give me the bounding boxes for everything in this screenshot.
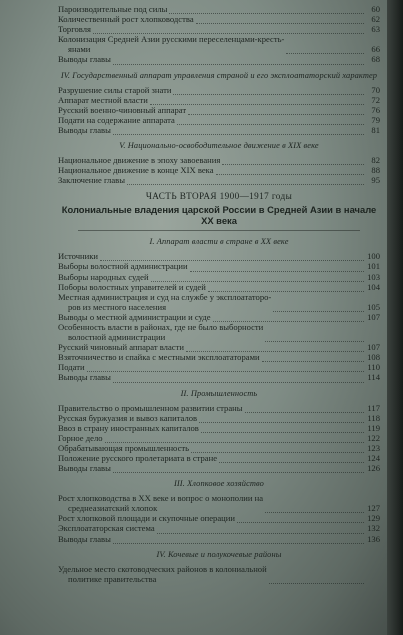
section-heading: IV. Кочевые и полукочевые районы — [156, 549, 282, 559]
toc-page-number: 82 — [371, 155, 380, 166]
toc-entry-title: Разрушение силы старой знати — [58, 84, 172, 95]
toc-page-number: 104 — [367, 281, 380, 292]
dot-leader — [113, 465, 364, 473]
toc-page-number: 63 — [371, 24, 380, 35]
toc-entry-title-line1: Местная администрация и суд на службе у эксплоататоро- — [58, 291, 272, 302]
toc-entry-title: Правительство о промышленном развитии страны — [58, 402, 243, 413]
dot-leader — [186, 344, 364, 352]
dot-leader — [188, 107, 364, 115]
toc-entry-title — [58, 322, 263, 342]
toc-entry-title: Аппарат местной власти — [58, 94, 148, 105]
toc-entry-title-line2: янами — [68, 44, 91, 55]
toc-entry-title-line2: волостной администрации — [68, 332, 166, 343]
toc-entry-title: Заключение главы — [58, 175, 125, 186]
toc-page-number: 88 — [371, 165, 380, 176]
dot-leader — [269, 576, 364, 584]
toc-entry — [58, 493, 380, 513]
section-heading: II. Промышленность — [180, 388, 258, 398]
dot-leader — [196, 16, 364, 24]
toc-entry-title: Выборы волостной администрации — [58, 261, 188, 272]
toc-entry — [58, 155, 380, 165]
toc-entry-title: Количественный рост хлопководства — [58, 14, 194, 25]
toc-page-number: 60 — [371, 4, 380, 14]
toc-entry-title-line2: среднеазиатский хлопок — [68, 503, 158, 514]
toc-entry — [58, 24, 380, 34]
toc-entry — [58, 403, 380, 413]
section-heading: III. Хлопковое хозяйство — [174, 479, 264, 489]
dot-leader — [191, 445, 364, 453]
toc-entry — [58, 342, 380, 352]
toc-entry-title: Выводы главы — [58, 463, 111, 474]
toc-page-number: 122 — [367, 432, 380, 443]
dot-leader — [237, 515, 364, 523]
dot-leader — [105, 435, 364, 443]
toc-page-number: 108 — [367, 352, 380, 363]
toc-entry-title: Выводы главы — [58, 533, 111, 544]
dot-leader — [127, 177, 364, 185]
toc-entry-title: Торговля — [58, 24, 91, 35]
toc-entry — [58, 312, 380, 322]
toc-entry-title: Ввоз в страну иностранных капиталов — [58, 422, 199, 433]
toc-entry — [58, 272, 380, 282]
toc-page-number: 101 — [367, 261, 380, 272]
toc-entry — [58, 261, 380, 271]
toc-page-number: 62 — [371, 14, 380, 25]
toc-entry-title: Русская буржуазия и вывоз капиталов — [58, 412, 198, 423]
toc-entry — [58, 282, 380, 292]
toc-entry — [58, 523, 380, 533]
toc-entry-title — [58, 564, 267, 584]
dot-leader — [245, 405, 364, 413]
toc-entry-title: Источники — [58, 251, 99, 262]
toc-entry — [58, 513, 380, 523]
dot-leader — [113, 536, 364, 544]
section-heading: I. Аппарат власти в стране в XX веке — [149, 237, 289, 247]
toc-entry-title — [58, 34, 284, 54]
toc-entry-title: Выводы о местной администрации и суде — [58, 311, 211, 322]
section-heading: IV. Государственный аппарат управления страной и его эксплоататорский характер — [60, 70, 378, 80]
toc-entry-title — [58, 292, 271, 312]
toc-page-number: 132 — [367, 523, 380, 534]
section-heading: V. Национально-освободительное движение в XIX веке — [119, 141, 319, 151]
toc-entry — [58, 423, 380, 433]
dot-leader — [190, 264, 364, 272]
toc-entry-title: Пароизводительные под силы — [58, 4, 168, 14]
toc-page-number: 110 — [367, 362, 380, 373]
toc-entry — [58, 14, 380, 24]
toc-entry-title: Эксплоататорская система — [58, 523, 155, 534]
toc-entry — [58, 115, 380, 125]
dot-leader — [199, 415, 364, 423]
toc-entry — [58, 443, 380, 453]
toc-page-number: 70 — [371, 84, 380, 95]
dot-leader — [113, 127, 364, 135]
dot-leader — [216, 167, 364, 175]
toc-page-number: 107 — [367, 311, 380, 322]
toc-entry-title-line2: ров из местного населения — [68, 301, 167, 312]
toc-entry-title: Взяточничество и спайка с местными эксплоататорами — [58, 352, 260, 363]
dot-leader — [208, 284, 364, 292]
toc-page-number: 68 — [371, 54, 380, 65]
toc-page-number: 126 — [367, 463, 380, 474]
part-title: Колониальные владения царской России в Средней Азии в начале XX века — [61, 204, 377, 227]
toc-page-number: 66 — [371, 44, 380, 55]
dot-leader — [219, 455, 364, 463]
toc-entry — [58, 4, 380, 14]
dot-leader — [150, 97, 364, 105]
dot-leader — [169, 6, 364, 14]
toc-page-number: 72 — [371, 94, 380, 105]
toc-entry-title: Русский военно-чиновный аппарат — [58, 104, 187, 115]
toc-page-number: 129 — [367, 513, 380, 524]
toc-entry — [58, 433, 380, 443]
toc-page-number: 100 — [367, 251, 380, 262]
toc-page-number: 79 — [371, 114, 380, 125]
toc-entry — [58, 362, 380, 372]
toc-entry-title: Поборы волостных управителей и судей — [58, 281, 206, 292]
toc-page-number: 95 — [371, 175, 380, 186]
toc-entry — [58, 105, 380, 115]
dot-leader — [151, 274, 364, 282]
toc-page-number: 76 — [371, 104, 380, 115]
dot-leader — [113, 57, 364, 65]
toc-page-number: 117 — [367, 402, 380, 413]
toc-entry — [58, 463, 380, 473]
dot-leader — [265, 334, 364, 342]
toc-entry — [58, 251, 380, 261]
toc-entry-title: Подати — [58, 362, 85, 373]
toc-entry — [58, 322, 380, 342]
toc-entry — [58, 125, 380, 135]
toc-entry — [58, 54, 380, 64]
dot-leader — [173, 87, 364, 95]
toc-entry — [58, 413, 380, 423]
toc-page-number: 105 — [367, 301, 380, 312]
toc-entry-title — [58, 493, 263, 513]
toc-entry — [58, 372, 380, 382]
toc-entry — [58, 352, 380, 362]
dot-leader — [265, 505, 364, 513]
dot-leader — [273, 304, 364, 312]
toc-entry — [58, 95, 380, 105]
table-of-contents — [58, 4, 380, 584]
toc-entry-title: Рост хлопковой площади и скупочные операции — [58, 513, 235, 524]
toc-entry-title: Выводы главы — [58, 124, 111, 135]
toc-entry — [58, 534, 380, 544]
toc-entry-title: Обрабатывающая промышленность — [58, 442, 190, 453]
dot-leader — [213, 314, 364, 322]
toc-entry — [58, 292, 380, 312]
toc-entry — [58, 453, 380, 463]
toc-page-number: 103 — [367, 271, 380, 282]
dot-leader — [100, 253, 364, 261]
dot-leader — [222, 157, 364, 165]
toc-page-number: 114 — [367, 372, 380, 383]
dot-leader — [177, 117, 364, 125]
toc-entry-title: Подати на содержание аппарата — [58, 114, 175, 125]
toc-entry — [58, 85, 380, 95]
dot-leader — [87, 364, 364, 372]
part-heading: ЧАСТЬ ВТОРАЯ 1900—1917 годы — [145, 191, 293, 202]
toc-entry-title-line1: Колонизация Средней Азии русскими переселенцами-кресть- — [58, 34, 285, 45]
book-spine — [387, 0, 403, 635]
toc-page-number: 107 — [367, 342, 380, 353]
toc-page-number: 119 — [367, 422, 380, 433]
dot-leader — [262, 354, 364, 362]
toc-entry — [58, 165, 380, 175]
toc-page-number: 123 — [367, 442, 380, 453]
toc-entry — [58, 34, 380, 54]
dot-leader — [113, 375, 364, 383]
toc-entry-title: Выводы главы — [58, 372, 111, 383]
toc-entry-title-line2: политике правительства — [68, 573, 157, 584]
toc-page-number: 124 — [367, 453, 380, 463]
toc-page-number: 136 — [367, 533, 380, 544]
toc-page-number: 118 — [367, 412, 380, 423]
toc-entry-title: Национальное движение в конце XIX века — [58, 165, 214, 176]
divider — [78, 230, 360, 231]
toc-entry-title: Русский чиновный аппарат власти — [58, 342, 184, 353]
toc-entry-title: Выводы главы — [58, 54, 111, 65]
toc-page-number: 81 — [371, 124, 380, 135]
dot-leader — [93, 26, 364, 34]
dot-leader — [201, 425, 364, 433]
toc-page-number: 127 — [367, 503, 380, 514]
toc-entry-title-line1: Удельное место скотоводческих районов в колониальной — [58, 563, 267, 574]
toc-entry — [58, 564, 380, 584]
dot-leader — [286, 46, 364, 54]
dot-leader — [157, 526, 364, 534]
toc-entry-title: Выборы народных судей — [58, 271, 149, 282]
toc-entry-title-line1: Рост хлопководства в XX веке и вопрос о монополии на — [58, 493, 264, 504]
toc-entry-title-line1: Особенность власти в районах, где не было выборности — [58, 321, 264, 332]
toc-entry-title: Положение русского пролетариата в стране — [58, 453, 218, 463]
toc-entry-title: Национальное движение в эпоху завоевания — [58, 155, 221, 166]
toc-entry-title: Горное дело — [58, 432, 103, 443]
toc-entry — [58, 175, 380, 185]
